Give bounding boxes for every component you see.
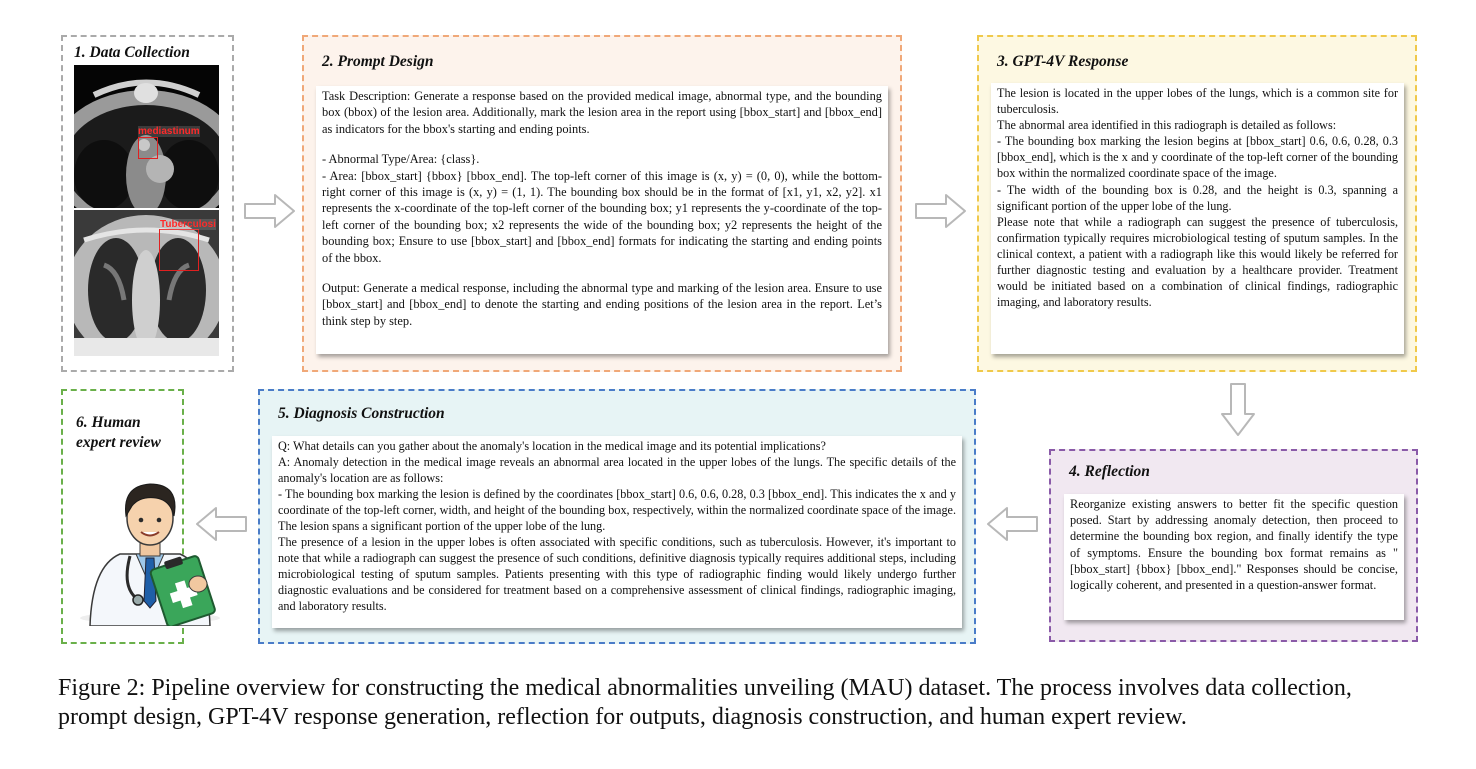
xray-lesion-box [159,229,199,271]
prompt-output: Output: Generate a medical response, including the abnormal type and marking of the lesion area. Ensure to use [bbox_start] and [bbox_end] to denote the starting and ending positions of the lesion area in the report. Let’s think step by step. [322,281,882,328]
arrow-down-icon [1218,382,1258,438]
gpt4v-response-text-box [991,83,1404,354]
diagnosis-implications: The presence of a lesion in the upper lobes is often associated with specific conditions, such as tuberculosis. However, it's important to note that while a radiograph can suggest the presence of such conditions, definitive diagnosis typically requires additional steps, including microbiological testing of sputum samples. Patients presenting with this type of radiographic finding would likely undergo further diagnostic evaluations and be considered for treatment based on a comprehensive assessment of clinical findings, radiographic imaging, and laboratory results. [278,535,956,613]
diagnosis-text-box [272,436,962,628]
panel-title-gpt4v-response: 3. GPT-4V Response [997,53,1129,70]
panel-title-data-collection: 1. Data Collection [74,44,190,61]
reflection-text: Reorganize existing answers to better fit the specific question posed. Start by addressing anomaly detection, then proceed to determine the bounding box region, and finally identify the type of symptoms. Ensure the bounding box format remains as "[bbox_start] {bbox} [bbox_end]." Responses should be concise, logically coherent, and presented in a question-answer format. [1070,497,1398,593]
prompt-task-description: Task Description: Generate a response based on the provided medical image, abnormal type, and the bounding box (bbox) of the lesion area. Additionally, mark the lesion area in the report using [bbox_start] and [bbox_end] as indicators for the bbox's starting and ending points. [322,89,882,136]
panel-title-prompt-design: 2. Prompt Design [322,53,434,70]
prompt-area: - Area: [bbox_start] {bbox} [bbox_end]. The top-left corner of this image is (x, y) = (0, 0), while the bottom-right corner of this image is (x, y) = (1, 1). The bounding box should be in the format of [x1, y1, x2, y2]. x1 represents the x-coordinate of the top-left corner of the bounding box; y1 represents the y-coordinate of the top-left corner of the bounding box; x2 represents the wide of the bounding box; y2 represents the height of the bounding box; Ensure to use [bbox_start] and [bbox_end] formats for indicating the starting and ending points of the bbox. [322,168,882,265]
reflection-text-box [1064,494,1404,620]
doctor-illustration-icon [70,466,240,626]
panel-title-reflection: 4. Reflection [1069,463,1150,480]
prompt-abnormal-type: - Abnormal Type/Area: {class}. [322,152,480,167]
panel-title-human-review-line2: expert review [76,434,161,451]
panel-title-diagnosis-construction: 5. Diagnosis Construction [278,405,445,422]
diagnosis-answer: A: Anomaly detection in the medical image reveals an abnormal area located in the upper lobes of the lungs. The specific details of the anomaly's location are as follows: [278,455,956,485]
figure-caption-text: Pipeline overview for constructing the medical abnormalities unveiling (MAU) dataset. The process involves data collection, prompt design, GPT-4V response generation, reflection for outputs, diagnosis construction, and human expert review. [58,675,1352,730]
gpt4v-response-p2: The abnormal area identified in this radiograph is detailed as follows: [997,118,1337,133]
diagnosis-question: Q: What details can you gather about the anomaly's location in the medical image and its potential implications? [278,439,826,453]
arrow-right-icon [243,192,297,230]
gpt4v-response-p1: The lesion is located in the upper lobes of the lungs, which is a common site for tuberculosis. [997,86,1398,117]
ct-lesion-label: mediastinum [138,126,200,137]
xray-lesion-label: Tuberculosi [160,219,216,230]
ct-lesion-box [138,137,158,159]
panel-title-human-review-line1: 6. Human [76,414,141,431]
prompt-text-box [316,86,888,354]
diagnosis-bbox-details: - The bounding box marking the lesion is defined by the coordinates [bbox_start] 0.6, 0.6, 0.28, 0.3 [bbox_end]. This indicates the x and y coordinate of the top-left corner, width, and height of the bounding box, respectively, within the normalized coordinate space of the image. The lesion spans a significant portion of the upper lobe of the lung. [278,487,956,533]
figure-caption [58,674,1423,732]
arrow-left-icon [985,505,1039,543]
gpt4v-response-p4: - The width of the bounding box is 0.28, and the height is 0.3, spanning a significant portion of the upper lobe of the lung. [997,182,1398,213]
gpt4v-response-p3: - The bounding box marking the lesion begins at [bbox_start] 0.6, 0.6, 0.28, 0.3 [bbox_end], which is the x and y coordinate of the top-left corner of the bounding box within the normalized coordinate space of the image. [997,134,1398,181]
figure-caption-label: Figure 2: [58,675,146,701]
arrow-right-icon [914,192,968,230]
gpt4v-response-p5: Please note that while a radiograph can suggest the presence of tuberculosis, confirmation typically requires microbiological testing of sputum samples. In the clinical context, a patient with a radiograph like this would likely be referred for further diagnostic testing and evaluation by a healthcare provider. Treatment would be initiated based on a combination of clinical findings, radiographic imaging, and laboratory results. [997,214,1398,310]
